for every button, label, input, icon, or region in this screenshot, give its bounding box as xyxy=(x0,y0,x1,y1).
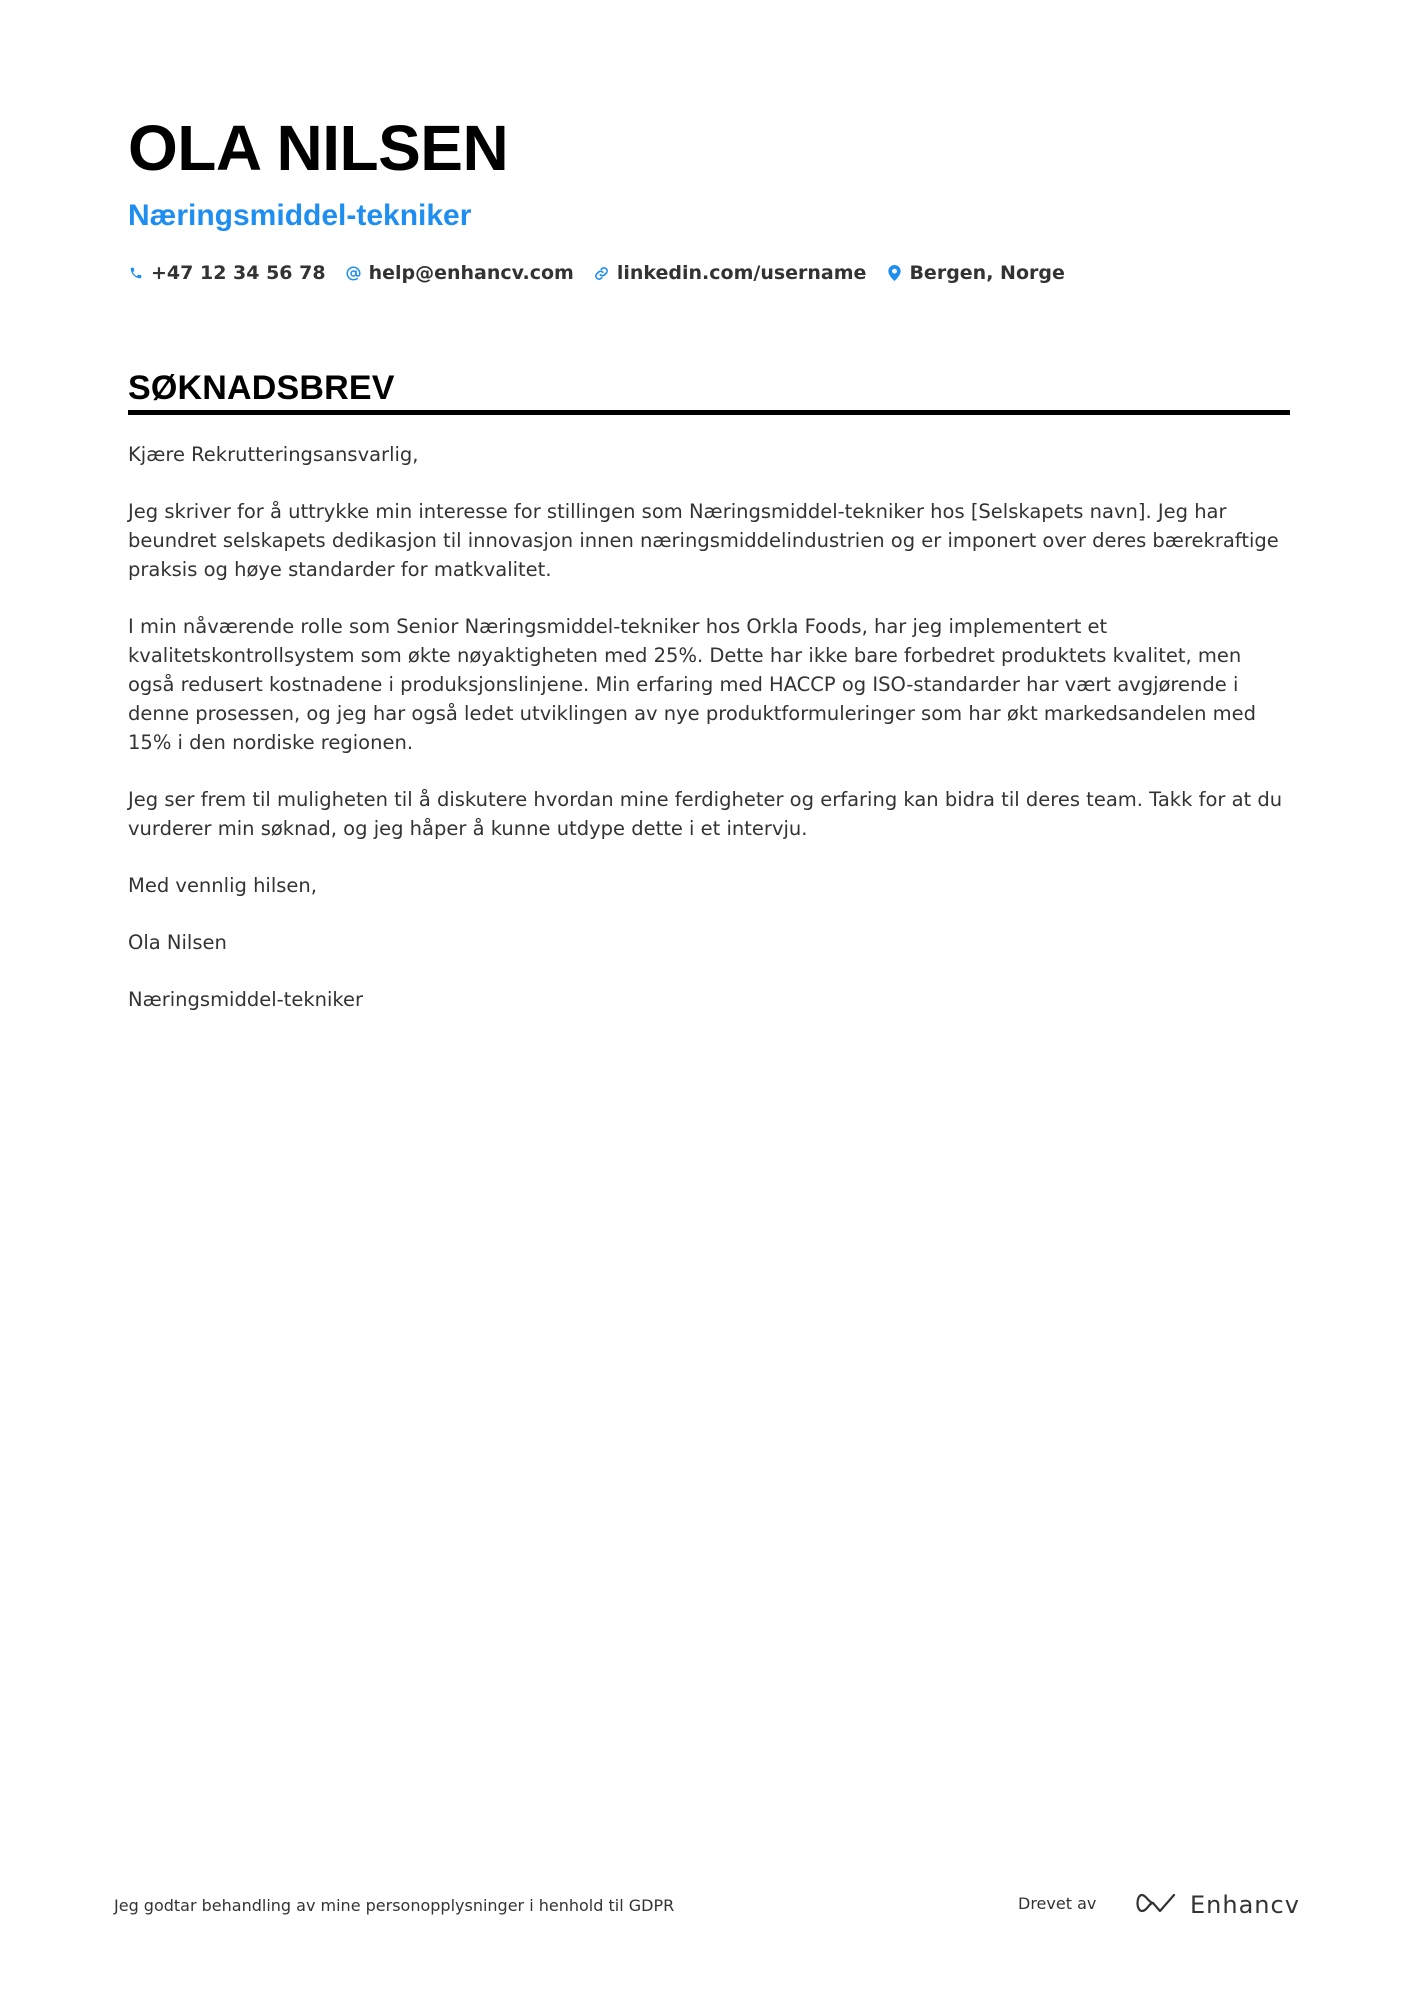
contact-location-text: Bergen, Norge xyxy=(909,262,1065,284)
contact-linkedin xyxy=(594,262,867,284)
contact-phone xyxy=(128,262,326,284)
section-divider xyxy=(128,410,1290,415)
gdpr-consent-text: Jeg godtar behandling av mine personopplysninger i henhold til GDPR xyxy=(114,1896,675,1915)
signature-title: Næringsmiddel-tekniker xyxy=(128,988,364,1011)
letter-paragraph: Jeg skriver for å uttrykke min interesse for stillingen som Næringsmiddel-tekniker hos [Selskapets navn]. Jeg har beundret selskapets dedikasjon til innovasjon innen næringsmiddelindustrien og er imponert over deres bærekraftige praksis og høye standarder for matkvalitet. xyxy=(128,500,1279,581)
at-icon xyxy=(346,264,362,282)
phone-icon xyxy=(128,264,144,282)
footer xyxy=(114,1890,1300,1920)
section-title: SØKNADSBREV xyxy=(128,369,395,407)
link-icon xyxy=(594,264,610,282)
location-pin-icon xyxy=(886,264,902,282)
letter-greeting: Kjære Rekrutteringsansvarlig, xyxy=(128,443,419,466)
letter-paragraph: Jeg ser frem til muligheten til å diskutere hvordan mine ferdigheter og erfaring kan bidra til deres team. Takk for at du vurderer min søknad, og jeg håper å kunne utdype dette i et intervju. xyxy=(128,788,1283,840)
contact-email xyxy=(346,262,574,284)
letter-body xyxy=(128,440,1293,1042)
enhancv-logo-icon xyxy=(1134,1890,1180,1920)
letter-closing: Med vennlig hilsen, xyxy=(128,874,317,897)
enhancv-brand[interactable] xyxy=(1134,1890,1300,1920)
contact-location xyxy=(886,262,1064,284)
signature-name: Ola Nilsen xyxy=(128,931,227,954)
contact-phone-text: +47 12 34 56 78 xyxy=(151,262,326,284)
contact-list xyxy=(128,262,1290,284)
contact-email-text: help@enhancv.com xyxy=(368,262,574,284)
applicant-role: Næringsmiddel-tekniker xyxy=(128,199,472,232)
letter-paragraph: I min nåværende rolle som Senior Næringsmiddel-tekniker hos Orkla Foods, har jeg implementert et kvalitetskontrollsystem som økte nøyaktigheten med 25%. Dette har ikke bare forbedret produktets kvalitet, men også redusert kostnadene i produksjonslinjene. Min erfaring med HACCP og ISO-standarder har vært avgjørende i denne prosessen, og jeg har også ledet utviklingen av nye produktformuleringer som har økt markedsandelen med 15% i den nordiske regionen. xyxy=(128,615,1257,754)
enhancv-brand-name: Enhancv xyxy=(1190,1891,1300,1919)
applicant-name: OLA NILSEN xyxy=(128,112,509,184)
contact-linkedin-text: linkedin.com/username xyxy=(616,262,867,284)
header xyxy=(128,108,1290,284)
powered-by-label: Drevet av xyxy=(1018,1894,1097,1913)
